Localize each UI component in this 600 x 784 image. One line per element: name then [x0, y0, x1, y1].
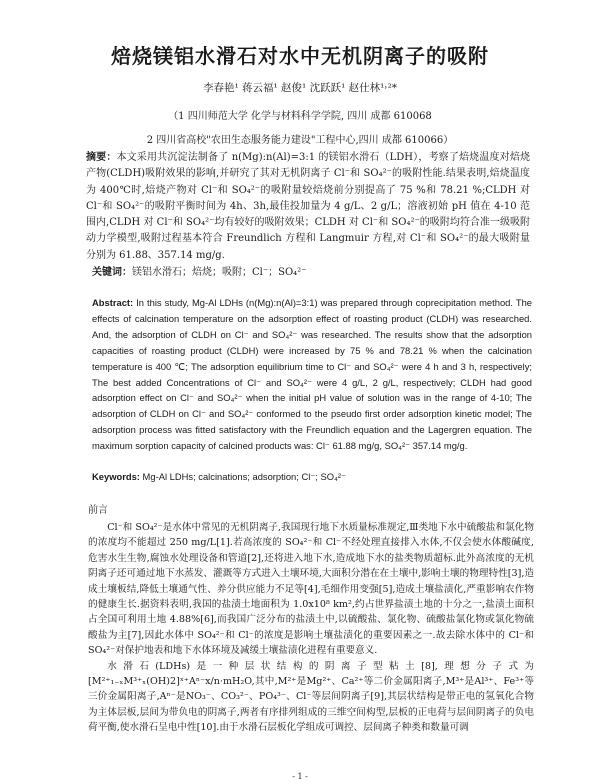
keywords-en-label: Keywords: [92, 471, 140, 482]
abstract-en-label: Abstract: [92, 297, 134, 308]
section-heading: 前言 [88, 505, 108, 516]
keywords-english [92, 471, 532, 483]
keywords-chinese [92, 263, 532, 278]
author-list: 李春艳¹ 蒋云福¹ 赵俊¹ 沈跃跃¹ 赵仕林¹˒²* [202, 82, 398, 94]
affiliation-2: 2 四川省高校"农田生态服务能力建设"工程中心,四川 成都 610066） [146, 135, 454, 146]
abstract-chinese [86, 150, 530, 264]
keywords-cn-label: 关键词： [92, 267, 132, 278]
body-paragraph-1: Cl⁻和 SO₄²⁻是水体中常见的无机阴离子,我国现行地下水质量标准规定,Ⅲ类地下水中硫酸盐和氯化物的浓度均不能超过 250 mg/L[1].若高浓度的 SO₄²⁻和 Cl⁻不经处理直接排入水体,不仅会使水体酸碱度,危害水生生物,腐蚀水处理设备和管道[2],还将进入地下水,造成地下水的盐类物质超标.此外高浓度的无机阴离子还可通过地下水蒸发、灌溉等方式进入土壤环境,大面积分潜在在土壤中,影响土壤的物理特性[3],造成土壤板结,降低土壤通气性、养分供应能力不足等[4],毛细作用变强[5],造成土壤盐渍化,严重影响农作物的健康生长.据资料表明,我国的盐渍土地面积为 1.0x10⁸ km²,约占世界盐渍土地的十分之一,盐渍土面积占全国可利用土地 4.88%[6],而我国广泛分布的盐渍土中,以硫酸盐、氯化物、硫酸盐氯化物或氯化物硫酸盐为主[7],因此水体中 SO₄²⁻和 Cl⁻的浓度是影响土壤盐渍化的重要因素之一.故去除水体中的 Cl⁻和 SO₄²⁻对保护地表和地下水体环境及减缓土壤盐渍化进程有重要意义. [88, 522, 534, 657]
abstract-cn-label: 摘要： [86, 152, 117, 163]
abstract-cn-text: 本文采用共沉淀法制备了 n(Mg):n(Al)=3:1 的镁铝水滑石（LDH），考察了焙烧温度对焙烧产物(CLDH)吸附效果的影响,并研究了其对无机阴离子 Cl⁻和 SO₄²⁻的吸附性能.结果表明,焙烧温度为 400℃时,焙烧产物对 Cl⁻和 SO₄²⁻的吸附量较焙烧前分别提高了 75 %和 78.21 %;CLDH 对 Cl⁻和 SO₄²⁻的吸附平衡时间为 4h、3h,最佳投加量为 4 g/L、2 g/L；溶液初始 pH 值在 4-10 范围内,CLDH 对 Cl⁻和 SO₄²⁻均有较好的吸附效果；CLDH 对 Cl⁻和 SO₄²⁻的吸附均符合准一级吸附动力学模型,吸附过程基本符合 Freundlich 方程和 Langmuir 方程,对 Cl⁻和 SO₄²⁻的最大吸附量分别为 61.88、357.14 mg/g. [86, 152, 531, 261]
page-number: - 1 - [292, 772, 308, 781]
keywords-cn-text: 镁铝水滑石；焙烧；吸附；Cl⁻；SO₄²⁻ [132, 267, 307, 278]
affiliation-1: （1 四川师范大学 化学与材料科学学院, 四川 成都 610068 [168, 111, 432, 122]
abstract-english [92, 295, 532, 454]
body-paragraph-2: 水滑石(LDHs)是一种层状结构的阴离子型粘土[8],理想分子式为 [M²⁺₁₋ₓM³⁺ₓ(OH)2]ˣ⁺Aⁿ⁻x/n·mH₂O,其中,M²⁺是Mg²⁺、Ca²⁺等二价金属阳离子,M³⁺是Al³⁺、Fe³⁺等三价金属阳离子,Aⁿ⁻是NO₃⁻、CO₃²⁻、PO₄³⁻、Cl⁻等层间阴离子[9],其层状结构是带正电的氢氧化合物为主体层板,层间为带负电的阴离子,两者有序排列组成的三维空间构型,层板的正电荷与层间阴离子的负电荷平衡,使水滑石呈电中性[10].由于水滑石层板化学组成可调控、层间离子种类和数量可调 [88, 660, 534, 734]
body-text [88, 520, 534, 736]
keywords-en-text: Mg-Al LDHs; calcinations; adsorption; Cl⁻; SO₄²⁻ [142, 471, 346, 482]
paper-title: 焙烧镁铝水滑石对水中无机阴离子的吸附 [111, 44, 489, 68]
abstract-en-text: In this study, Mg-Al LDHs (n(Mg):n(Al)=3:1) was prepared through coprecipitation method. The effects of calcination temperature on the adsorption effect of roasting product (CLDH) was researched. And, the adsorption of CLDH on Cl⁻ and SO₄²⁻ was researched. The results show that the adsorption capacities of roasting product (CLDH) were increased by 75 % and 78.21 % when the calcination temperature is 400 ℃; The adsorption equilibrium time to Cl⁻ and SO₄²⁻ were 4 h and 3 h, respectively; The best added Concentrations of Cl⁻ and SO₄²⁻ were 4 g/L, 2 g/L, respectively; CLDH had good adsorption effect on Cl⁻ and SO₄²⁻ when the initial pH value of solution was in the range of 4-10; The adsorption of CLDH on Cl⁻ and SO₄²⁻ conformed to the pseudo first order adsorption kinetic model; The adsorption process was fitted satisfactory with the Freundlich equation and the Lagergren equation. The maximum sorption capacity of calcined products was: Cl⁻ 61.88 mg/g, SO₄²⁻ 357.14 mg/g. [92, 297, 532, 452]
